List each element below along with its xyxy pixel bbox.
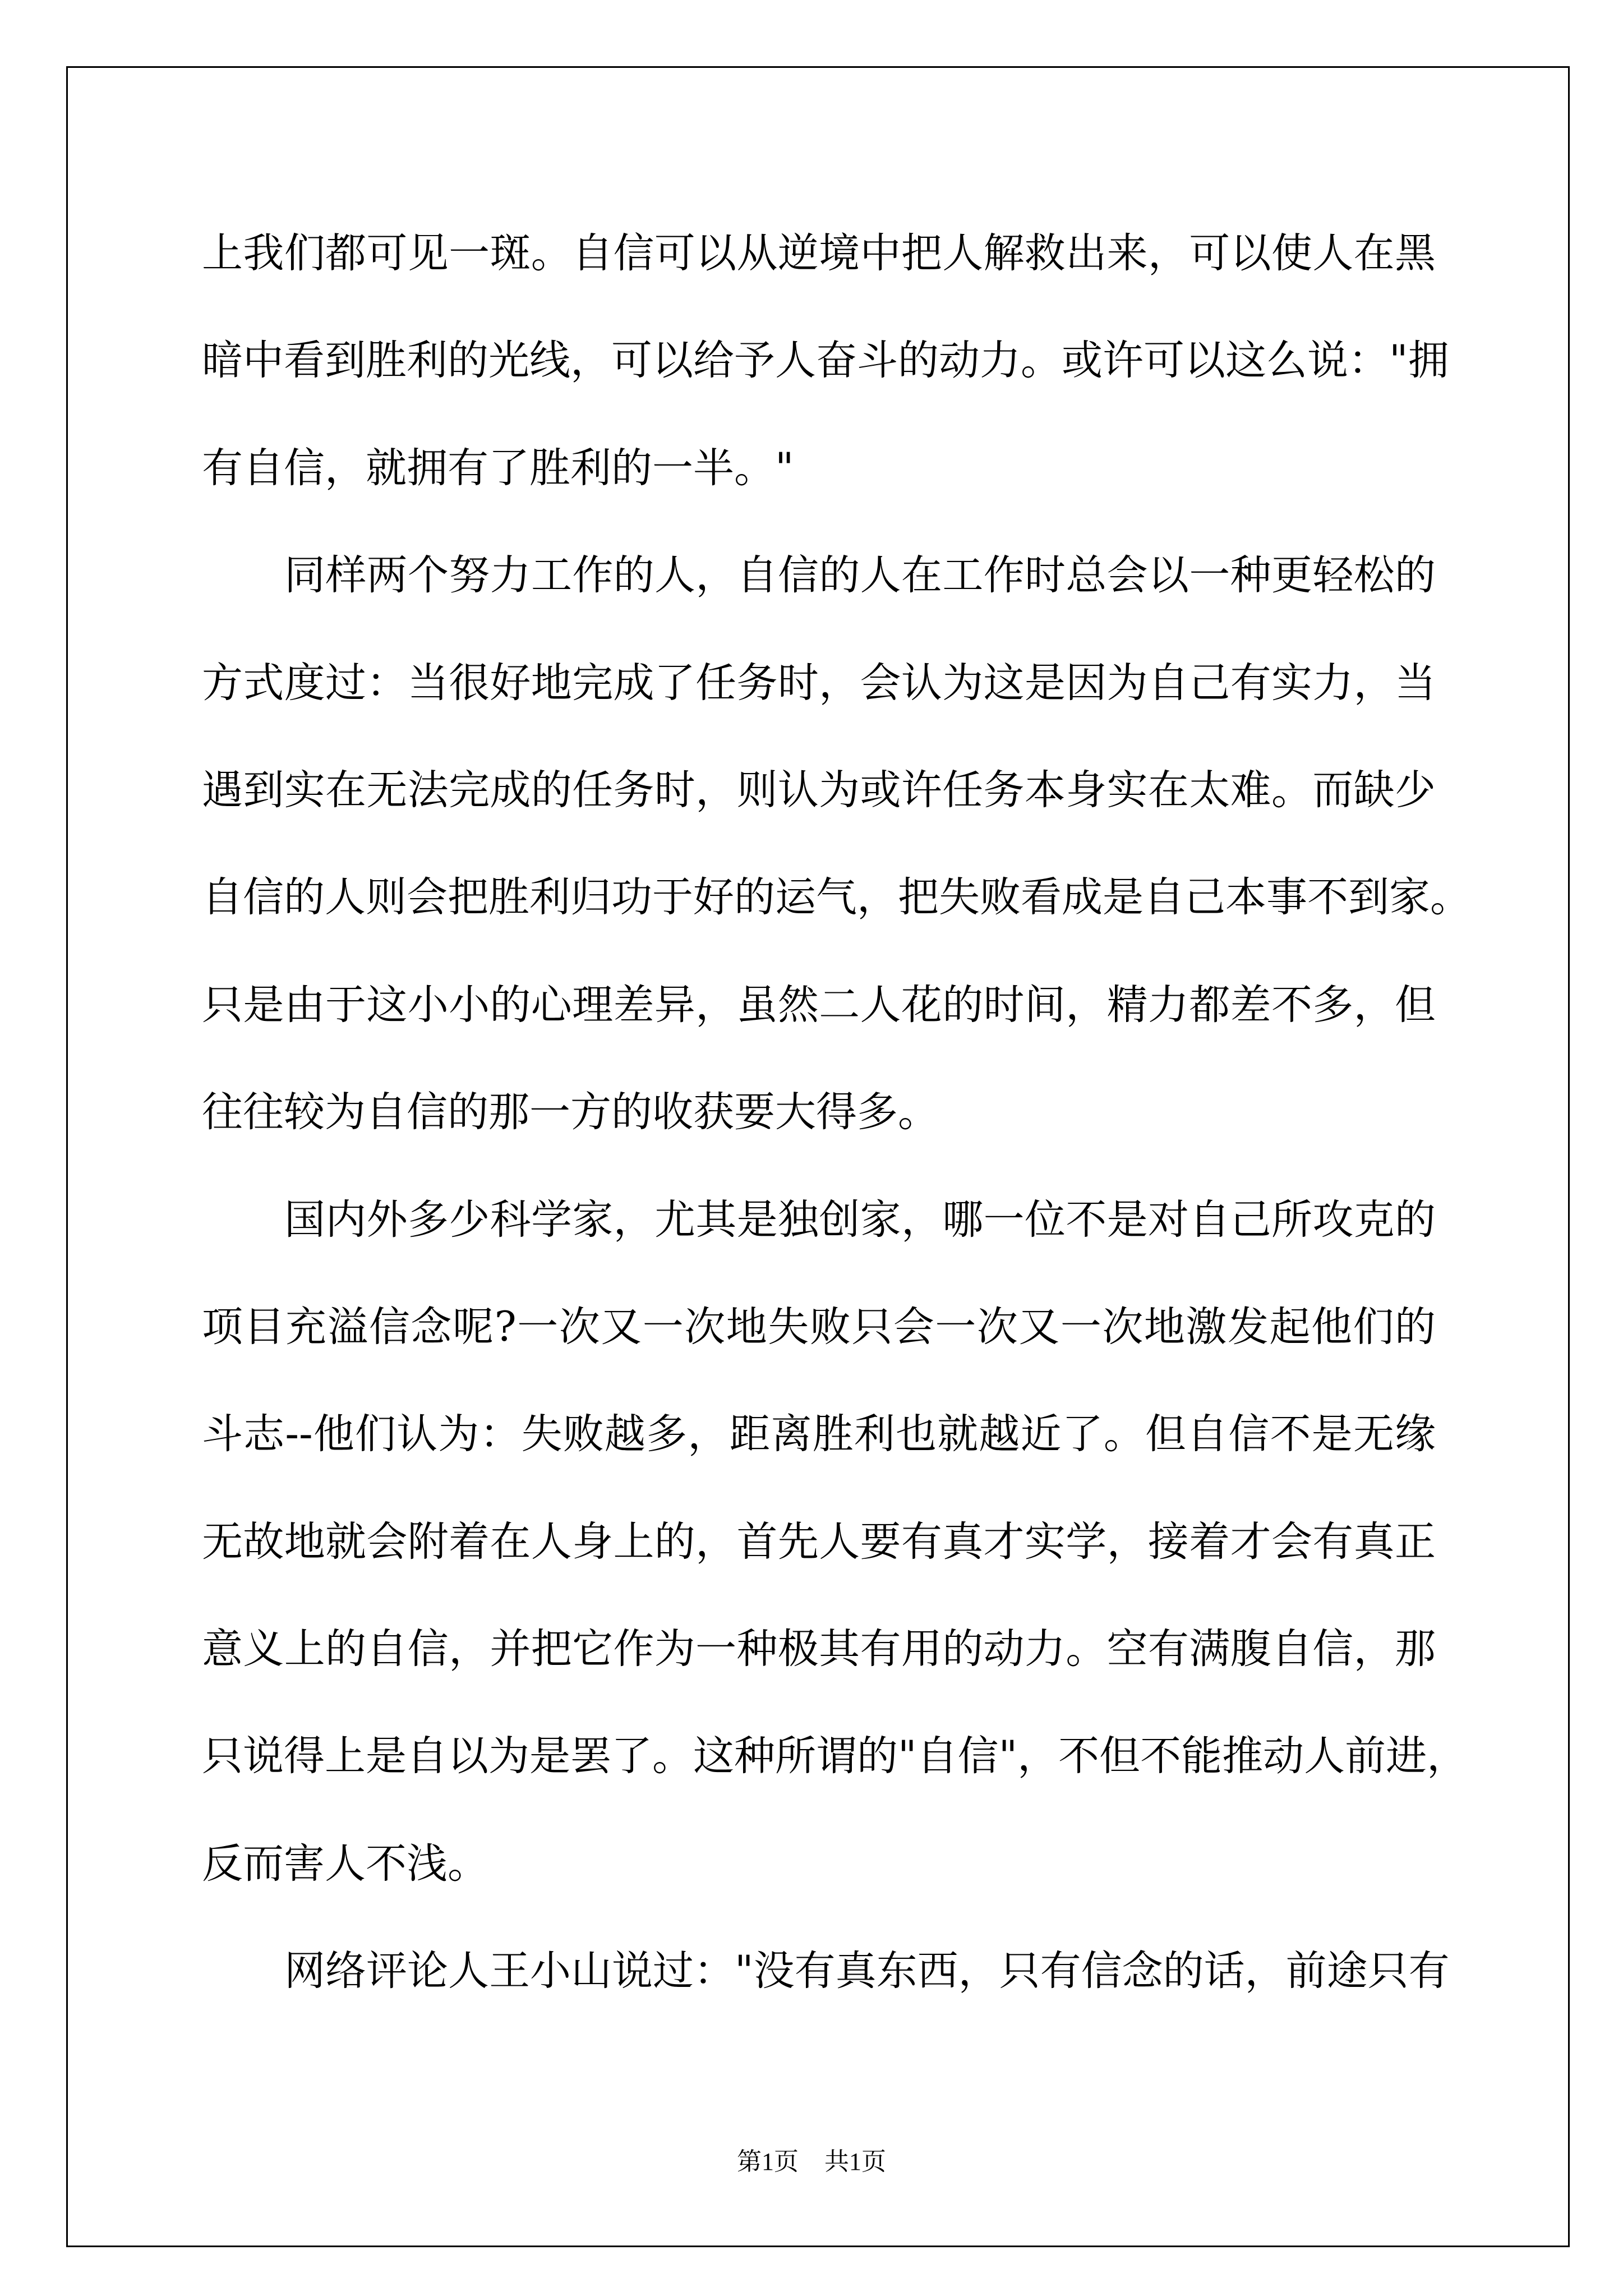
text-line: 方式度过：当很好地完成了任务时，会认为这是因为自己有实力，当	[202, 659, 1436, 707]
text-line: 网络评论人王小山说过："没有真东西，只有信念的话，前途只有	[284, 1947, 1450, 1995]
text-line: 国内外多少科学家，尤其是独创家，哪一位不是对自己所攻克的	[284, 1195, 1436, 1244]
text-line: 上我们都可见一斑。自信可以从逆境中把人解救出来，可以使人在黑	[202, 229, 1436, 277]
text-line: 项目充溢信念呢?一次又一次地失败只会一次又一次地激发起他们的	[202, 1303, 1436, 1351]
text-line: 同样两个努力工作的人，自信的人在工作时总会以一种更轻松的	[284, 551, 1436, 600]
text-line: 有自信，就拥有了胜利的一半。"	[202, 444, 794, 492]
paragraph	[202, 1917, 1450, 2024]
text-line: 无故地就会附着在人身上的，首先人要有真才实学，接着才会有真正	[202, 1517, 1436, 1566]
text-line: 意义上的自信，并把它作为一种极其有用的动力。空有满腹自信，那	[202, 1625, 1436, 1673]
paragraph	[202, 1166, 1468, 1918]
text-line: 斗志--他们认为：失败越多，距离胜利也就越近了。但自信不是无缘	[202, 1410, 1436, 1458]
text-line: 只说得上是自以为是罢了。这种所谓的"自信"，不但不能推动人前进，	[202, 1732, 1468, 1780]
page-footer	[0, 2146, 1623, 2178]
page-number: 第1页	[737, 2148, 799, 2175]
paragraph	[202, 522, 1471, 1166]
text-line: 自信的人则会把胜利归功于好的运气，把失败看成是自己本事不到家。	[202, 873, 1471, 922]
text-line: 暗中看到胜利的光线，可以给予人奋斗的动力。或许可以这么说："拥	[202, 337, 1449, 385]
text-line: 往往较为自信的那一方的收获要大得多。	[202, 1088, 939, 1137]
page-total: 共1页	[824, 2148, 886, 2175]
text-line: 遇到实在无法完成的任务时，则认为或许任务本身实在太难。而缺少	[202, 766, 1436, 814]
document-body	[202, 200, 1471, 2025]
paragraph	[202, 200, 1449, 522]
text-line: 只是由于这小小的心理差异，虽然二人花的时间，精力都差不多，但	[202, 981, 1436, 1029]
text-line: 反而害人不浅。	[202, 1839, 488, 1888]
